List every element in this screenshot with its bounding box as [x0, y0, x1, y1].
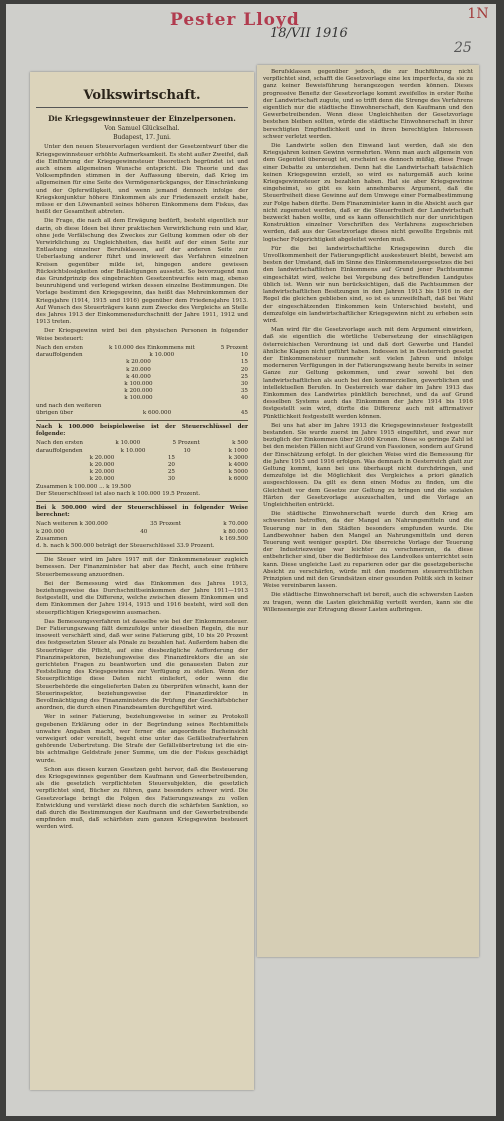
paragraph: Die Steuer wird im Jahre 1917 mit der Einkommensteuer zugleich bemessen. Der Finanzminister hat aber das Recht, auch eine frühere Steuerbemessung anzuordnen. — [36, 557, 248, 578]
paragraph: Die Landwirte sollen den Einwand laut werden, daß sie den Kriegsjahren keinen Gewinn vermehrten. Wenn man auch allgemein von dem Gegenteil überzeugt ist, erscheint es dennoch müßig, diese Frage einer Debatte zu unterziehen. Denn hat die Landwirtschaft tatsächlich keinen Kriegsgewinn erzielt, so wird es naturgemäß auch keine Kriegsgewinnsteuer zu bezahlen haben. Hat sie aber Kriegsgewinne eingeheimst, so gibt es kein annehmbares Argument, daß die Steuerfreiheit diese Gewinne auf dem Umwege einer Formalbestimmung zur Folge haben dürfte. Dem Finanzminister kann in die Absicht auch gar nicht zugemutet werden, daß er die Steuerfreiheit der Landwirtschaft bezweckt haben wollte, und es kann offensichtlich nur der unrichtigen Konstruktion einzelner Vorschriften des Verfahrens zugeschrieben werden, daß aus der Gesetzvorlage dieses nicht gewollte Ergebnis mit logischer Folgerichtigkeit abgeleitet werden muß. — [263, 143, 473, 243]
paragraph: Die Frage, die nach all dem Erwägung bedürft, besteht eigentlich nur darin, ob diese Ideen bei ihrer praktischen Verwirklichung rein und klar, ohne jede Verfälschung des Zweckes zur Geltung kommen oder ob der Verwirklichung zu Ungleichheiten, das heißt auf der einen Seite zur Entlastung einzelner Berufsklassen, auf der anderen Seite zur Ueberlastung anderer führt und inwieweit das Verfahren einzelnen Kreisen gegenüber milde ist, hingegen andere gewissen Rücksichtslosigkeiten oder Belästigungen aussetzt. So bevorzugend nun das Grundprinzip des eingebrachten Gesetzentwurfes sein mag, ebenso beunruhigend und verlegend wirken dessen einzelne Bestimmungen. Die Vorlage bestimmt den Kriegsgewinn, das heißt das Mehreinkommen der Kriegsjahre (1914, 1915 und 1916) gegenüber dem Friedensjahre 1913. Auf Wunsch des Steuerträgers kann zum Zwecke des Vergleichs an Stelle des Jahres 1913 der Einkommensdurchschnitt der Jahre 1911, 1912 und 1913 treten. — [36, 218, 248, 326]
newspaper-clipping-right-column — [257, 65, 479, 957]
table-row: k 100.000 30 — [124, 380, 248, 387]
divider — [36, 553, 248, 554]
table-row: k 20.000 25 k 5000 — [89, 469, 248, 476]
handwritten-date: 18/VII 1916 — [270, 26, 348, 41]
handwritten-page-number: 25 — [454, 40, 472, 56]
paragraph: Die städtische Einwohnerschaft ist bereit, auch die schwersten Lasten zu tragen, wenn die Lasten gleichmäßig verteilt werden, kann sie die Willensenergie zur Ertragung dieser Lasten aufbringen. — [263, 592, 473, 613]
corner-archive-mark: 1N — [467, 6, 489, 22]
table-row: k 200.000 40 k 80.000 — [36, 528, 248, 535]
table-row: darauffolgenden k 10.000 10 k 1000 — [36, 447, 248, 454]
table-row: k 200.000 35 — [124, 388, 248, 395]
article-section-title: Volkswirtschaft. — [36, 88, 248, 108]
table-row: übrigen über k 600.000 45 — [36, 409, 248, 416]
table-note: Der Steuerschlüssel ist also nach k 100.000 19.5 Prozent. — [36, 490, 201, 497]
table-row: k 20.000 15 k 3000 — [89, 454, 248, 461]
paragraph: Schon aus diesen kurzen Gesetzen geht hervor, daß die Besteuerung des Kriegsgewinnes gegenüber dem Kaufmann und Gewerbetreibenden, als die gesetzlich verpflichteten Steuersubjekten, die gesetzlich verpflichtet sind, Bücher zu führen, ganz besonders schwer wird. Die Gesetzvorlage bringt die Folgen des Fatierungszwangs zu vollen Entwicklung und verstärkt diese noch durch die schärfsten Sanktion, so daß durch die Bestimmungen der Kaufmann und der Gewerbetreibende empfinden muß, daß schärfsten zum ganzen Kriegsgewinn besteuert werden wird. — [36, 766, 248, 831]
article-dateline: Budapest, 17. Juni. — [113, 134, 171, 142]
table-total: Zusammen k 100.000 ... k 19.500 — [36, 483, 131, 490]
table-row: Nach den ersten k 10.000 5 Prozent k 500 — [36, 440, 248, 447]
divider — [36, 501, 248, 502]
table-row: Nach weiteren k 300.000 35 Prozent k 70.000 — [36, 521, 248, 528]
example-table — [36, 521, 248, 543]
paragraph: Bei uns hat aber im Jahre 1913 die Kriegsgewinnsteuer festgestellt bestanden. Sie wurde zuerst im Jahre 1915 eingeführt, und zwar nur bezüglich der Einkommen über 20.000 Kronen. Diese so geringe Zahl ist bei den meisten Fällen nicht auf Grund von Fassionen, sondern auf Grund der Einschätzung erfolgt. In der gleichen Weise wird die Bemessung für die Jahre 1915 und 1916 erfolgen. Was demnach in Oesterreich glatt zur Geltung kommt, kann bei uns überhaupt nicht durchdringen, und demzufolge ist die Möglichkeit des Vergleiches a priori gänzlich ausgeschlossen. Da gilt es denn einen Modus zu finden, um die Gleichheit vor dem Gesetze zur Geltung zu bringen und die sozialen Härten der Gesetzvorlage auszuschalten, und die Vorlage an Ungleichheiten entrückt. — [263, 422, 473, 508]
newspaper-clipping-left-column — [30, 72, 254, 1090]
newspaper-name-stamp: Pester Lloyd — [170, 10, 300, 30]
table-row: Zusammen k 169.500 — [36, 535, 248, 542]
table-row: k 40.000 25 — [126, 373, 248, 380]
paragraph: Unter den neuen Steuervorlagen verdient der Gesetzentwurf über die Kriegsgewinnsteuer erhöhte Aufmerksamkeit. Es steht außer Zweifel, daß die Einführung der Kriegsgewinnsteuer theoretisch begründet ist und auch einem allgemeinen Wunsche entspricht. Die Theorie und das Volksempfinden stimmen in der Auffassung überein, daß Krieg im allgemeinen für eine Seite des Vermögensrückganges, der Einschränkung und der Opferwilligkeit, und wenn jemand dennoch infolge der Kriegskonjunktur höhere Einkommen als zur Friedenszeit erzielt habe, müsse er den Löwenanteil seines höheren Einkommens dem Fiskus, das heißt der Gesamtheit abtreten. — [36, 144, 248, 216]
table-row: k 20.000 20 — [126, 366, 248, 373]
table-row: k 20.000 15 — [126, 359, 248, 366]
article-headline: Die Kriegsgewinnsteuer der Einzelpersonen. — [48, 114, 236, 123]
example-table — [36, 440, 248, 483]
paragraph: Bei der Bemessung wird das Einkommen des Jahres 1913, beziehungsweise das Durchschnittseinkommen der Jahre 1911—1913 festgestellt, und die Differenz, welche zwischen diesem Einkommen und dem Einkommen der Jahre 1914, 1915 und 1916 besteht, wird soll den steuerpflichtigen Kriegsgewinn ausmachen. — [36, 580, 248, 616]
divider — [36, 420, 248, 421]
article-author: Von Samuel Glückselhal. — [104, 125, 180, 132]
table-note: d. h. nach k 500.000 beträgt der Steuerschlüssel 33.9 Prozent. — [36, 542, 215, 549]
paragraph: Wer in seiner Fatierung, beziehungsweise in seiner zu Protokoll gegebenen Erklärung oder in der Begründung seines Rechtsmittels unwahre Angaben macht, wer ferner die angeordnete Bucheinsicht verweigert oder vereitelt, begeht eine unter das Gefällsstrafverfahren gehörende Uebertretung. Die Strafe der Gefällsübertretung ist die ein- bis achtmalige Geldstrafe jener Summe, um die der Fiskus geschädigt wurde. — [36, 714, 248, 764]
tax-rate-table — [36, 345, 248, 417]
table-row: darauffolgenden k 10.000 10 — [36, 352, 248, 359]
table-row: k 100.000 40 — [124, 395, 248, 402]
paragraph: Man wird für die Gesetzvorlage auch mit dem Argument einwirken, daß sie eigentlich die wörtliche Uebersetzung der einschlägigen österreichischen Verordnung ist und daß dort Gewerbe und Handel ähnliche Klagen nicht geführt haben. Indessen ist in Oesterreich gesetzt der Einkommensteuer nunmehr seit vielen Jahren und infolge moderneren Verfügungen in der Fatierungszwang heute bereits in seiner Ganze zur Geltung gekommen, und zwar sowohl bei den landwirtschaftlichen als auch bei den kommerziellen, gewerblichen und intellektuellen Berufen. In Oesterreich war daher im Jahre 1913 das Einkommen des Landwirtes pünktlich berechnet, und da auf Grund desselben Systems auch das Einkommen der Jahre 1914 bis 1916 festgestellt sein wird, dürfte die Differenz auch mit affirmativer Pünktlichkeit festgestellt werden können. — [263, 327, 473, 420]
paragraph: Das Bemessungsverfahren ist dasselbe wie bei der Einkommensteuer. Der Fatierungszwang fällt demzufolge unter dieselben Regeln, die nur insoweit verschärft sind, daß wer seine Fatierung gibt, 10 bis 20 Prozent des festgesetzten Steuer als Pönale zu bezahlen hat. Außerdem haben die Steuerträger die Pflicht, auf eine diesbezügliche Aufforderung der Finanzinspektoren, beziehungsweise des Finanzdirektors die an sie gerichteten Fragen zu beantworten und die genauesten Daten zur Feststellung des Kriegsgewinnes zur Verfügung zu stellen. Wenn der Steuerpflichtige diese Daten nicht einliefert, oder wenn die Steuerbehörde die eingelieferten Daten zu überprüfen wünscht, kann der Steuerinspektor, beziehungsweise der Finanzdirektor in Bevollmächtigung des Finanzministers die Prüfung der Geschäftsbücher anordnen, die durch einen Finanzbeamten durchgeführt wird. — [36, 618, 248, 712]
paragraph: Für die bei landwirtschaftliche Kriegsgewinn durch die Unvollkommenheit der Fatierungspflicht auskesteuert bleibt, beweist am besten der Umstand, daß im Sinne des Einkommensteuergesetzes die bei den landwirtschaftlichen Einkommens auf Grund jener Pachtsumme eingeschätzt wird, welche bei Vergebung des betreffenden Landgutes üblich ist. Wenn wir nun berücksichtigen, daß die Pachtsummen der landwirtschaftlichen Besitzungen in den Jahren 1913 bis 1916 in der Regel die gleichen geblieben sind, so ist es unzweifelhaft, daß bei Wahl der eingeschätzenden Einkommen kein Unterschied besteht, und demzufolge ein landwirtschaftlicher Kriegsgewinn nicht zu erheben sein wird. — [263, 245, 473, 324]
example-table-title: Bei k 500.000 wird der Steuerschlüssel in folgender Weise berechnet: — [36, 504, 248, 519]
paragraph: Die städtische Einwohnerschaft wurde durch den Krieg am schwersten betroffen, da der Mangel an Nahrungsmitteln und die Teuerung nur in den Städten besonders empfunden wurde. Die Landbewohner haben den Mangel an Nahrungsmitteln und deren Teuerung weit weniger gespürt. Die überreiche Vorlage der Teuerung der Industriezweige war leichter zu verschmerzen, da diese entbehrlicher sind, über die Bedürfnisse des Landvolkes unterrichtet sein kann. Diese ungleiche Last zu reparieren oder gar die gesetzgeberische Absicht zu verschärfen, würde mit den modernen steuerrechtlichen Prinzipien und mit den Grundsätzen einer gesunden Politik sich in keiner Weise vereinbaren lassen. — [263, 511, 474, 590]
paragraph: Der Kriegsgewinn wird bei den physischen Personen in folgender Weise besteuert: — [36, 328, 248, 342]
example-table-title: Nach k 100.000 beispielsweise ist der Steuerschlüssel der folgende: — [36, 423, 248, 438]
table-row: k 20.000 20 k 4000 — [89, 461, 248, 468]
paragraph: Berufsklassen gegenüber jedoch, die zur Buchführung nicht verpflichtet sind, schafft die Gesetzvorlage eine lex imperfecta, da sie zu ganz keiner Beweisführung herangezogen werden können. Dieses progressive Benefiz der Gesetzvorlage kommt zweifellos in erster Reihe der Landwirtschaft zugute, und so trifft denn die Strenge des Verfahrens eigentlich nur die städtische Einwohnerschaft, den Kaufmann und den Gewerbetreibenden. Wenn diese Ungleichheiten der Gesetzvorlage bestehen bleiben sollten, würde die städtische Einwohnerschaft in ihrer berechtigten Empfindlichkeit und in ihren berechtigten Interessen schwer verletzt werden. — [263, 69, 473, 140]
table-row: Nach den ersten k 10.000 des Einkommens mit 5 Prozent — [36, 344, 248, 351]
table-row: k 20.000 30 k 6000 — [89, 476, 248, 483]
table-row: und nach den weiteren — [36, 402, 102, 409]
